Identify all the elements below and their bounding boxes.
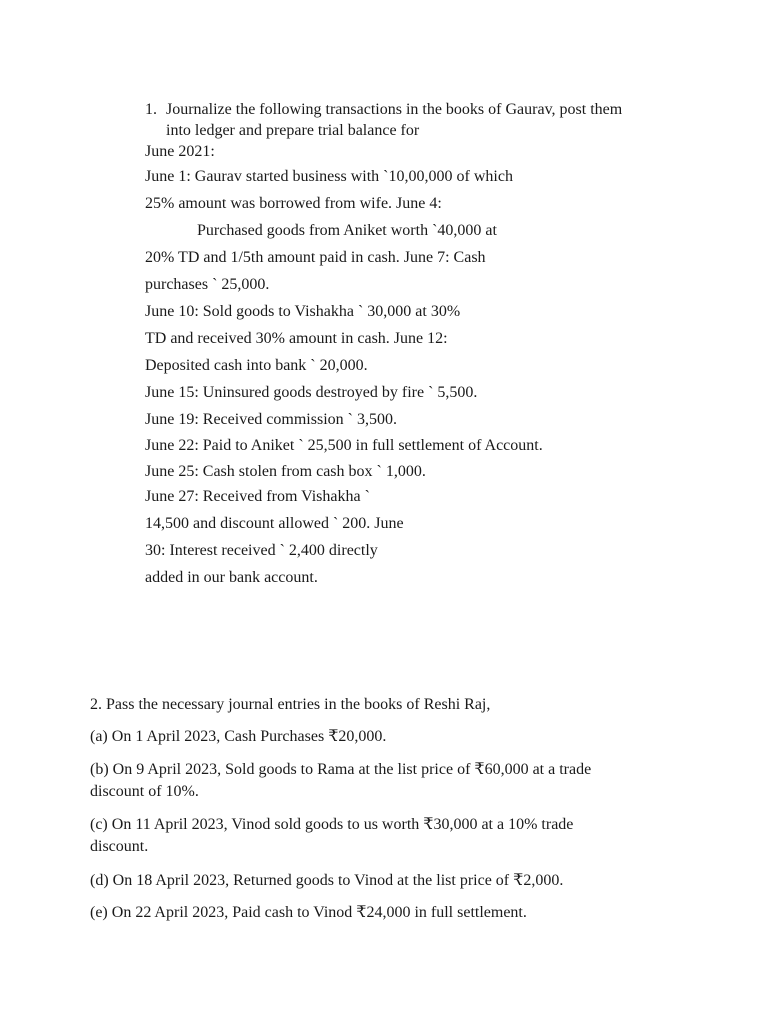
- q1-line: 20% TD and 1/5th amount paid in cash. June 7: Cash: [145, 249, 486, 266]
- q1-line: June 25: Cash stolen from cash box ` 1,000.: [145, 463, 426, 480]
- question-1-number: 1.: [145, 101, 157, 118]
- q1-line: Deposited cash into bank ` 20,000.: [145, 357, 368, 374]
- q2-item: (c) On 11 April 2023, Vinod sold goods to us worth ₹30,000 at a 10% trade: [90, 816, 574, 833]
- q1-line: 14,500 and discount allowed ` 200. June: [145, 515, 404, 532]
- q1-line: 25% amount was borrowed from wife. June 4:: [145, 195, 442, 212]
- q2-item: (a) On 1 April 2023, Cash Purchases ₹20,000.: [90, 728, 387, 745]
- question-2-heading: 2. Pass the necessary journal entries in the books of Reshi Raj,: [90, 696, 491, 713]
- q1-line: June 15: Uninsured goods destroyed by fire ` 5,500.: [145, 384, 478, 401]
- q1-line: June 1: Gaurav started business with `10,00,000 of which: [145, 168, 513, 185]
- q2-item: (e) On 22 April 2023, Paid cash to Vinod ₹24,000 in full settlement.: [90, 904, 527, 921]
- q1-line: June 2021:: [145, 143, 215, 160]
- q1-line: June 10: Sold goods to Vishakha ` 30,000 at 30%: [145, 303, 461, 320]
- q2-item: (d) On 18 April 2023, Returned goods to Vinod at the list price of ₹2,000.: [90, 872, 564, 889]
- q1-line: purchases ` 25,000.: [145, 276, 270, 293]
- q1-line: 30: Interest received ` 2,400 directly: [145, 542, 378, 559]
- q2-item: (b) On 9 April 2023, Sold goods to Rama at the list price of ₹60,000 at a trade: [90, 761, 592, 778]
- question-1-heading-line-2: into ledger and prepare trial balance for: [166, 122, 420, 139]
- q2-item: discount of 10%.: [90, 783, 199, 800]
- q2-item: discount.: [90, 838, 149, 855]
- question-1-heading-line-1: Journalize the following transactions in the books of Gaurav, post them: [166, 101, 623, 118]
- q1-line: added in our bank account.: [145, 569, 318, 586]
- q1-line: TD and received 30% amount in cash. June 12:: [145, 330, 448, 347]
- q1-line: June 22: Paid to Aniket ` 25,500 in full settlement of Account.: [145, 437, 543, 454]
- q1-line: June 19: Received commission ` 3,500.: [145, 411, 397, 428]
- q1-line: June 27: Received from Vishakha `: [145, 488, 370, 505]
- q1-line: Purchased goods from Aniket worth `40,000 at: [197, 222, 497, 239]
